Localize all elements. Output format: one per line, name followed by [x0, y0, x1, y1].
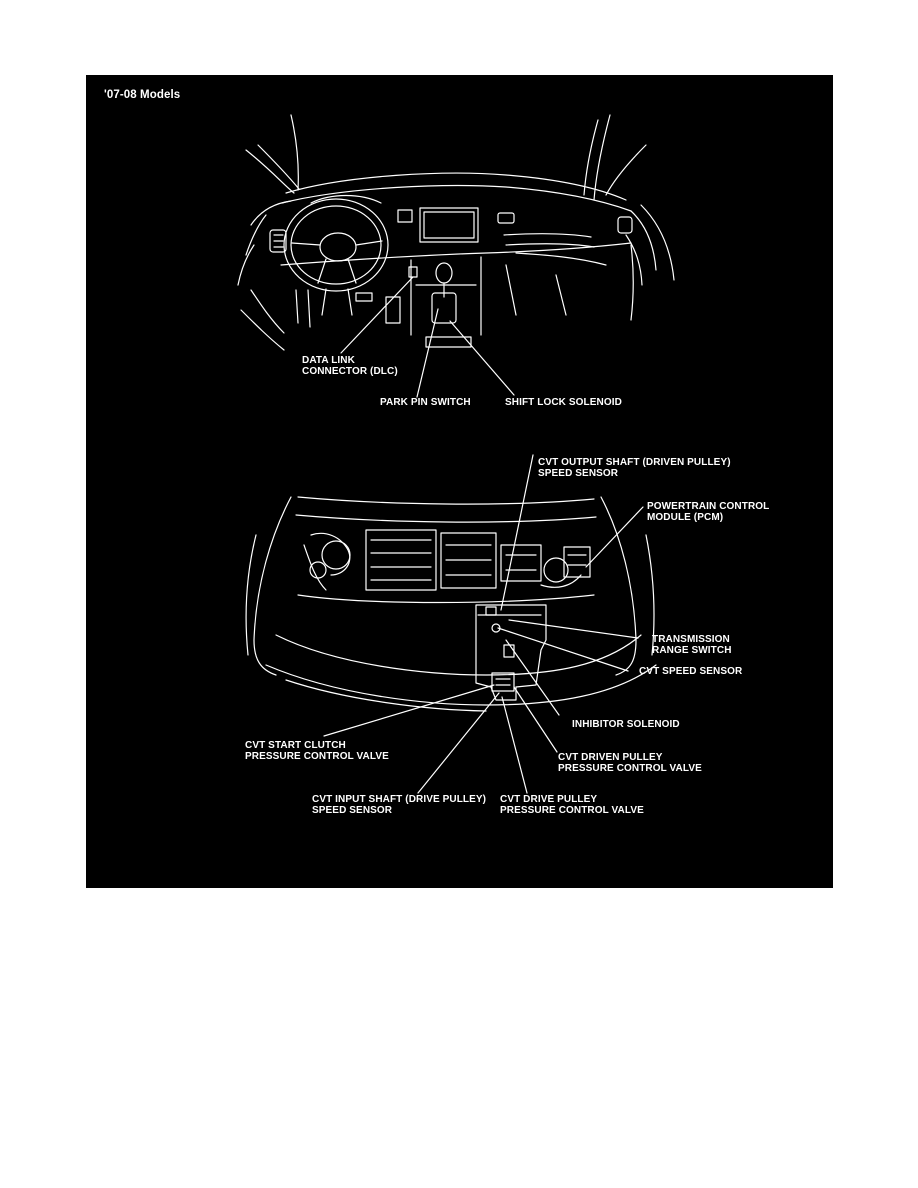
label-line: SPEED SENSOR [538, 468, 619, 479]
label-line: PRESSURE CONTROL VALVE [558, 763, 702, 774]
label-park-pin-switch [380, 397, 471, 408]
label-line: MODULE (PCM) [647, 512, 724, 523]
label-line: SHIFT LOCK SOLENOID [505, 397, 622, 408]
label-cvt-driven-pulley-pcv [558, 752, 702, 774]
label-line: CVT SPEED SENSOR [639, 666, 743, 677]
label-line: CONNECTOR (DLC) [302, 366, 398, 377]
label-cvt-start-clutch-pcv [245, 740, 389, 762]
label-line: DATA LINK [302, 355, 355, 366]
label-line: PRESSURE CONTROL VALVE [245, 751, 389, 762]
label-line: TRANSMISSION [652, 634, 730, 645]
label-cvt-output-shaft-speed-sensor [538, 457, 731, 479]
line-drawing [86, 75, 833, 888]
label-cvt-speed-sensor [639, 666, 742, 677]
label-line: SPEED SENSOR [312, 805, 393, 816]
label-inhibitor-solenoid [572, 719, 680, 730]
label-cvt-input-shaft-speed-sensor [312, 794, 486, 816]
label-data-link-connector [302, 355, 398, 377]
label-line: PARK PIN SWITCH [380, 397, 471, 408]
label-line: CVT START CLUTCH [245, 740, 346, 751]
label-line: PRESSURE CONTROL VALVE [500, 805, 644, 816]
label-shift-lock-solenoid [505, 397, 622, 408]
label-line: CVT DRIVEN PULLEY [558, 752, 663, 763]
label-line: CVT INPUT SHAFT (DRIVE PULLEY) [312, 794, 487, 805]
label-line: CVT OUTPUT SHAFT (DRIVEN PULLEY) [538, 457, 731, 468]
label-cvt-drive-pulley-pcv [500, 794, 644, 816]
label-powertrain-control-module [647, 501, 769, 523]
label-line: POWERTRAIN CONTROL [647, 501, 770, 512]
label-transmission-range-switch [652, 634, 732, 656]
label-line: RANGE SWITCH [652, 645, 732, 656]
label-line: INHIBITOR SOLENOID [572, 719, 680, 730]
label-line: CVT DRIVE PULLEY [500, 794, 598, 805]
diagram-panel [86, 75, 833, 888]
diagram-title: '07-08 Models [104, 89, 181, 101]
